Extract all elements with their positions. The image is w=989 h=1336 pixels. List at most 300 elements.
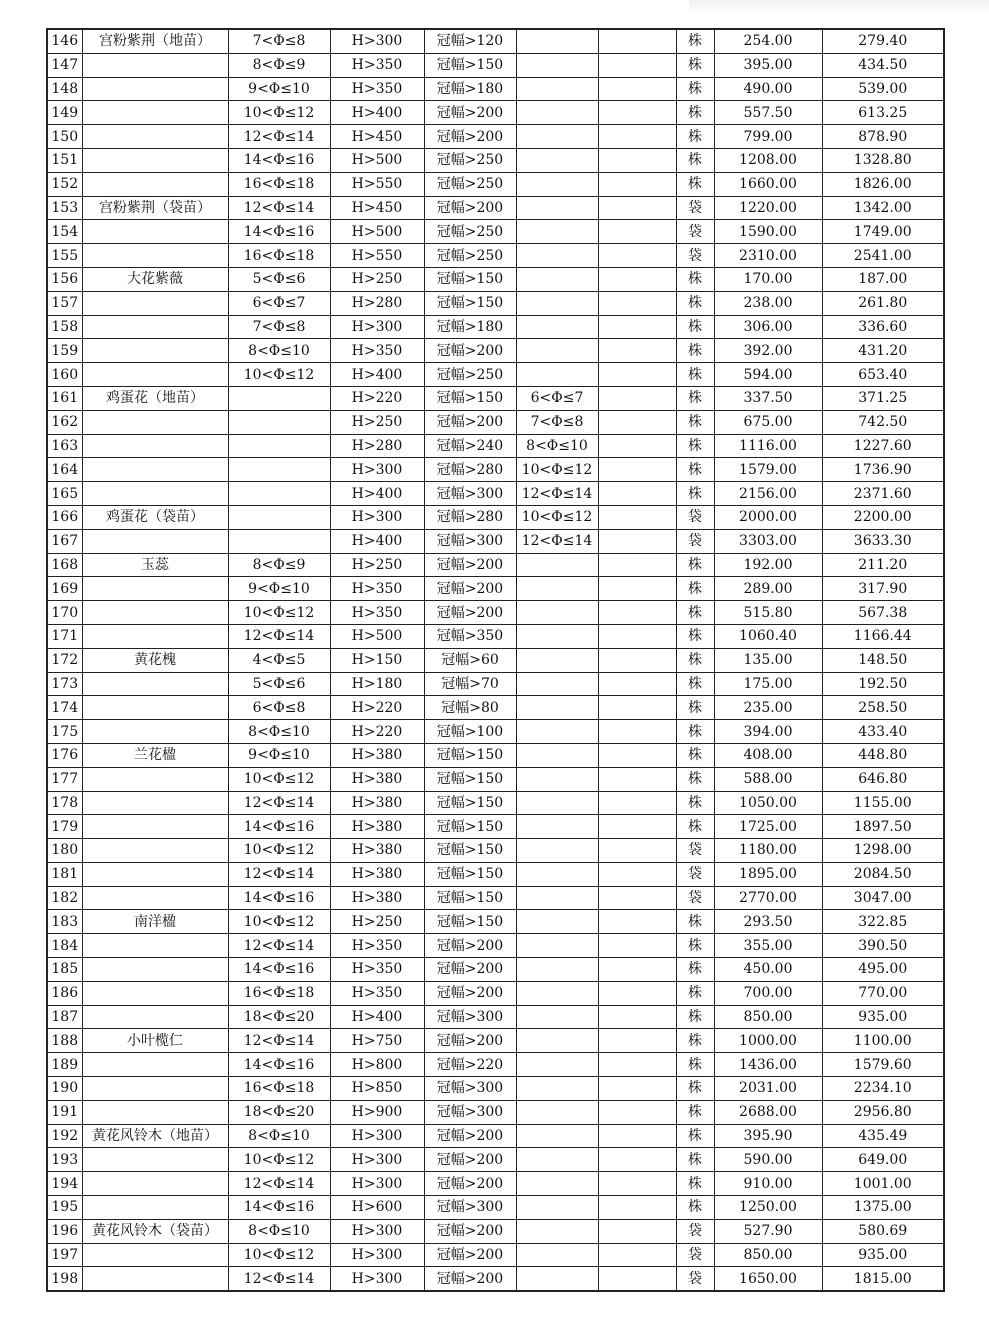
cell-blank bbox=[598, 244, 676, 268]
cell-unit: 株 bbox=[676, 172, 714, 196]
cell-plant-name bbox=[82, 1005, 228, 1029]
table-row bbox=[47, 1029, 944, 1053]
cell-trunk-diameter: 7<Φ≤8 bbox=[228, 315, 330, 339]
cell-price-with-tax: 2200.00 bbox=[822, 505, 944, 529]
table-row bbox=[47, 101, 944, 125]
cell-plant-name: 大花紫薇 bbox=[82, 267, 228, 291]
cell-plant-name bbox=[82, 624, 228, 648]
table-row bbox=[47, 529, 944, 553]
cell-trunk-diameter: 10<Φ≤12 bbox=[228, 101, 330, 125]
cell-blank bbox=[598, 1053, 676, 1077]
cell-crown-width: 冠幅>300 bbox=[424, 1100, 516, 1124]
cell-trunk-diameter: 14<Φ≤16 bbox=[228, 148, 330, 172]
cell-price-with-tax: 448.80 bbox=[822, 743, 944, 767]
cell-price: 254.00 bbox=[714, 29, 822, 53]
cell-crown-width: 冠幅>200 bbox=[424, 339, 516, 363]
cell-row-number: 169 bbox=[47, 577, 82, 601]
cell-unit: 株 bbox=[676, 577, 714, 601]
cell-price-with-tax: 258.50 bbox=[822, 696, 944, 720]
cell-crown-width: 冠幅>200 bbox=[424, 934, 516, 958]
cell-ground-diameter bbox=[516, 148, 598, 172]
cell-height: H>380 bbox=[330, 767, 424, 791]
cell-row-number: 159 bbox=[47, 339, 82, 363]
cell-crown-width: 冠幅>250 bbox=[424, 172, 516, 196]
cell-row-number: 192 bbox=[47, 1124, 82, 1148]
cell-trunk-diameter: 10<Φ≤12 bbox=[228, 839, 330, 863]
table-row bbox=[47, 125, 944, 149]
cell-price: 395.90 bbox=[714, 1124, 822, 1148]
cell-crown-width: 冠幅>280 bbox=[424, 458, 516, 482]
cell-plant-name: 玉蕊 bbox=[82, 553, 228, 577]
cell-price-with-tax: 211.20 bbox=[822, 553, 944, 577]
cell-row-number: 152 bbox=[47, 172, 82, 196]
cell-price: 394.00 bbox=[714, 720, 822, 744]
cell-row-number: 179 bbox=[47, 815, 82, 839]
cell-ground-diameter bbox=[516, 1124, 598, 1148]
cell-height: H>380 bbox=[330, 815, 424, 839]
cell-row-number: 153 bbox=[47, 196, 82, 220]
cell-unit: 株 bbox=[676, 148, 714, 172]
cell-row-number: 185 bbox=[47, 958, 82, 982]
cell-height: H>800 bbox=[330, 1053, 424, 1077]
cell-blank bbox=[598, 458, 676, 482]
cell-price-with-tax: 646.80 bbox=[822, 767, 944, 791]
cell-price: 2770.00 bbox=[714, 886, 822, 910]
cell-plant-name bbox=[82, 53, 228, 77]
cell-row-number: 181 bbox=[47, 862, 82, 886]
cell-plant-name bbox=[82, 862, 228, 886]
cell-blank bbox=[598, 482, 676, 506]
cell-trunk-diameter: 14<Φ≤16 bbox=[228, 886, 330, 910]
table-row bbox=[47, 458, 944, 482]
cell-price-with-tax: 1227.60 bbox=[822, 434, 944, 458]
cell-price: 235.00 bbox=[714, 696, 822, 720]
cell-ground-diameter bbox=[516, 1005, 598, 1029]
cell-crown-width: 冠幅>200 bbox=[424, 1124, 516, 1148]
cell-blank bbox=[598, 981, 676, 1005]
cell-crown-width: 冠幅>200 bbox=[424, 410, 516, 434]
cell-height: H>350 bbox=[330, 339, 424, 363]
cell-trunk-diameter bbox=[228, 386, 330, 410]
cell-price: 515.80 bbox=[714, 601, 822, 625]
cell-height: H>600 bbox=[330, 1196, 424, 1220]
cell-price-with-tax: 580.69 bbox=[822, 1219, 944, 1243]
cell-trunk-diameter: 18<Φ≤20 bbox=[228, 1100, 330, 1124]
table-row bbox=[47, 672, 944, 696]
cell-height: H>220 bbox=[330, 720, 424, 744]
cell-ground-diameter bbox=[516, 910, 598, 934]
cell-ground-diameter: 10<Φ≤12 bbox=[516, 505, 598, 529]
cell-trunk-diameter: 14<Φ≤16 bbox=[228, 815, 330, 839]
cell-unit: 株 bbox=[676, 696, 714, 720]
cell-price-with-tax: 187.00 bbox=[822, 267, 944, 291]
cell-trunk-diameter: 14<Φ≤16 bbox=[228, 1196, 330, 1220]
cell-price-with-tax: 1815.00 bbox=[822, 1267, 944, 1291]
cell-price-with-tax: 2084.50 bbox=[822, 862, 944, 886]
cell-ground-diameter bbox=[516, 1100, 598, 1124]
cell-ground-diameter bbox=[516, 696, 598, 720]
cell-price-with-tax: 148.50 bbox=[822, 648, 944, 672]
cell-plant-name bbox=[82, 410, 228, 434]
cell-row-number: 171 bbox=[47, 624, 82, 648]
cell-unit: 株 bbox=[676, 553, 714, 577]
table-row bbox=[47, 910, 944, 934]
cell-price: 1116.00 bbox=[714, 434, 822, 458]
cell-plant-name: 黄花风铃木（地苗） bbox=[82, 1124, 228, 1148]
table-row bbox=[47, 958, 944, 982]
cell-height: H>300 bbox=[330, 315, 424, 339]
cell-ground-diameter bbox=[516, 101, 598, 125]
table-row bbox=[47, 1148, 944, 1172]
cell-price-with-tax: 3047.00 bbox=[822, 886, 944, 910]
cell-unit: 袋 bbox=[676, 886, 714, 910]
cell-blank bbox=[598, 410, 676, 434]
cell-crown-width: 冠幅>150 bbox=[424, 791, 516, 815]
cell-crown-width: 冠幅>150 bbox=[424, 291, 516, 315]
cell-price-with-tax: 2956.80 bbox=[822, 1100, 944, 1124]
table-row bbox=[47, 553, 944, 577]
cell-price: 392.00 bbox=[714, 339, 822, 363]
cell-price: 170.00 bbox=[714, 267, 822, 291]
cell-ground-diameter: 12<Φ≤14 bbox=[516, 482, 598, 506]
cell-blank bbox=[598, 1267, 676, 1291]
cell-trunk-diameter: 12<Φ≤14 bbox=[228, 196, 330, 220]
cell-ground-diameter bbox=[516, 1029, 598, 1053]
cell-price-with-tax: 371.25 bbox=[822, 386, 944, 410]
cell-price-with-tax: 431.20 bbox=[822, 339, 944, 363]
cell-price-with-tax: 261.80 bbox=[822, 291, 944, 315]
cell-price-with-tax: 1749.00 bbox=[822, 220, 944, 244]
cell-ground-diameter: 7<Φ≤8 bbox=[516, 410, 598, 434]
table-row bbox=[47, 720, 944, 744]
cell-unit: 株 bbox=[676, 1100, 714, 1124]
cell-height: H>180 bbox=[330, 672, 424, 696]
cell-height: H>900 bbox=[330, 1100, 424, 1124]
cell-price-with-tax: 742.50 bbox=[822, 410, 944, 434]
cell-blank bbox=[598, 815, 676, 839]
cell-crown-width: 冠幅>300 bbox=[424, 1077, 516, 1101]
cell-height: H>450 bbox=[330, 125, 424, 149]
cell-price-with-tax: 1100.00 bbox=[822, 1029, 944, 1053]
cell-plant-name bbox=[82, 839, 228, 863]
cell-price: 1895.00 bbox=[714, 862, 822, 886]
cell-crown-width: 冠幅>250 bbox=[424, 148, 516, 172]
cell-crown-width: 冠幅>200 bbox=[424, 125, 516, 149]
cell-height: H>750 bbox=[330, 1029, 424, 1053]
cell-price-with-tax: 2371.60 bbox=[822, 482, 944, 506]
table-row bbox=[47, 886, 944, 910]
cell-unit: 袋 bbox=[676, 529, 714, 553]
cell-unit: 株 bbox=[676, 601, 714, 625]
cell-blank bbox=[598, 77, 676, 101]
cell-price: 1590.00 bbox=[714, 220, 822, 244]
cell-trunk-diameter: 12<Φ≤14 bbox=[228, 125, 330, 149]
cell-unit: 株 bbox=[676, 910, 714, 934]
cell-row-number: 175 bbox=[47, 720, 82, 744]
cell-height: H>300 bbox=[330, 1219, 424, 1243]
cell-height: H>550 bbox=[330, 244, 424, 268]
cell-unit: 株 bbox=[676, 1196, 714, 1220]
cell-trunk-diameter: 10<Φ≤12 bbox=[228, 1243, 330, 1267]
table-row bbox=[47, 1267, 944, 1291]
cell-plant-name bbox=[82, 601, 228, 625]
cell-crown-width: 冠幅>200 bbox=[424, 981, 516, 1005]
cell-trunk-diameter: 5<Φ≤6 bbox=[228, 672, 330, 696]
cell-price: 1180.00 bbox=[714, 839, 822, 863]
cell-unit: 株 bbox=[676, 53, 714, 77]
table-row bbox=[47, 815, 944, 839]
cell-height: H>300 bbox=[330, 505, 424, 529]
table-row bbox=[47, 648, 944, 672]
cell-blank bbox=[598, 172, 676, 196]
cell-height: H>350 bbox=[330, 958, 424, 982]
cell-height: H>220 bbox=[330, 386, 424, 410]
cell-price: 1250.00 bbox=[714, 1196, 822, 1220]
cell-trunk-diameter: 4<Φ≤5 bbox=[228, 648, 330, 672]
cell-plant-name bbox=[82, 315, 228, 339]
cell-blank bbox=[598, 1172, 676, 1196]
cell-unit: 袋 bbox=[676, 1267, 714, 1291]
cell-row-number: 166 bbox=[47, 505, 82, 529]
cell-price-with-tax: 1155.00 bbox=[822, 791, 944, 815]
cell-trunk-diameter: 8<Φ≤10 bbox=[228, 720, 330, 744]
cell-crown-width: 冠幅>240 bbox=[424, 434, 516, 458]
cell-plant-name bbox=[82, 1267, 228, 1291]
page-edge-shadow bbox=[689, 0, 989, 14]
cell-ground-diameter bbox=[516, 958, 598, 982]
cell-price: 289.00 bbox=[714, 577, 822, 601]
cell-row-number: 150 bbox=[47, 125, 82, 149]
cell-plant-name bbox=[82, 696, 228, 720]
cell-unit: 袋 bbox=[676, 196, 714, 220]
cell-trunk-diameter bbox=[228, 458, 330, 482]
cell-crown-width: 冠幅>200 bbox=[424, 1243, 516, 1267]
cell-row-number: 193 bbox=[47, 1148, 82, 1172]
cell-blank bbox=[598, 529, 676, 553]
cell-unit: 株 bbox=[676, 672, 714, 696]
cell-price: 1000.00 bbox=[714, 1029, 822, 1053]
cell-height: H>350 bbox=[330, 601, 424, 625]
cell-trunk-diameter bbox=[228, 529, 330, 553]
cell-blank bbox=[598, 339, 676, 363]
cell-price-with-tax: 613.25 bbox=[822, 101, 944, 125]
cell-trunk-diameter: 16<Φ≤18 bbox=[228, 1077, 330, 1101]
cell-trunk-diameter: 10<Φ≤12 bbox=[228, 910, 330, 934]
table-row bbox=[47, 743, 944, 767]
cell-height: H>250 bbox=[330, 910, 424, 934]
cell-blank bbox=[598, 505, 676, 529]
cell-ground-diameter bbox=[516, 363, 598, 387]
cell-price-with-tax: 653.40 bbox=[822, 363, 944, 387]
cell-trunk-diameter: 14<Φ≤16 bbox=[228, 1053, 330, 1077]
table-row bbox=[47, 148, 944, 172]
cell-crown-width: 冠幅>200 bbox=[424, 1219, 516, 1243]
cell-ground-diameter bbox=[516, 172, 598, 196]
cell-ground-diameter bbox=[516, 1267, 598, 1291]
cell-blank bbox=[598, 125, 676, 149]
table-row bbox=[47, 1172, 944, 1196]
cell-trunk-diameter bbox=[228, 482, 330, 506]
cell-trunk-diameter: 10<Φ≤12 bbox=[228, 601, 330, 625]
cell-price: 337.50 bbox=[714, 386, 822, 410]
cell-crown-width: 冠幅>250 bbox=[424, 363, 516, 387]
cell-unit: 袋 bbox=[676, 244, 714, 268]
cell-crown-width: 冠幅>150 bbox=[424, 886, 516, 910]
cell-height: H>280 bbox=[330, 291, 424, 315]
cell-plant-name: 宫粉紫荆（地苗） bbox=[82, 29, 228, 53]
cell-blank bbox=[598, 1148, 676, 1172]
cell-price: 1650.00 bbox=[714, 1267, 822, 1291]
cell-row-number: 196 bbox=[47, 1219, 82, 1243]
cell-ground-diameter bbox=[516, 339, 598, 363]
cell-height: H>400 bbox=[330, 101, 424, 125]
cell-plant-name bbox=[82, 220, 228, 244]
cell-row-number: 177 bbox=[47, 767, 82, 791]
cell-trunk-diameter: 18<Φ≤20 bbox=[228, 1005, 330, 1029]
cell-trunk-diameter: 14<Φ≤16 bbox=[228, 958, 330, 982]
table-row bbox=[47, 386, 944, 410]
cell-ground-diameter bbox=[516, 1053, 598, 1077]
cell-crown-width: 冠幅>150 bbox=[424, 743, 516, 767]
cell-crown-width: 冠幅>200 bbox=[424, 1029, 516, 1053]
cell-price-with-tax: 567.38 bbox=[822, 601, 944, 625]
cell-price: 395.00 bbox=[714, 53, 822, 77]
cell-price: 1220.00 bbox=[714, 196, 822, 220]
cell-row-number: 188 bbox=[47, 1029, 82, 1053]
cell-plant-name bbox=[82, 886, 228, 910]
cell-blank bbox=[598, 1124, 676, 1148]
cell-height: H>380 bbox=[330, 839, 424, 863]
cell-height: H>300 bbox=[330, 1267, 424, 1291]
cell-trunk-diameter: 12<Φ≤14 bbox=[228, 1029, 330, 1053]
table-row bbox=[47, 981, 944, 1005]
cell-plant-name: 兰花楹 bbox=[82, 743, 228, 767]
cell-row-number: 174 bbox=[47, 696, 82, 720]
cell-blank bbox=[598, 791, 676, 815]
cell-price: 1060.40 bbox=[714, 624, 822, 648]
cell-price-with-tax: 770.00 bbox=[822, 981, 944, 1005]
cell-unit: 袋 bbox=[676, 505, 714, 529]
table-row bbox=[47, 172, 944, 196]
cell-row-number: 155 bbox=[47, 244, 82, 268]
cell-crown-width: 冠幅>150 bbox=[424, 910, 516, 934]
cell-trunk-diameter bbox=[228, 434, 330, 458]
cell-trunk-diameter: 8<Φ≤10 bbox=[228, 1219, 330, 1243]
cell-trunk-diameter: 16<Φ≤18 bbox=[228, 172, 330, 196]
cell-price-with-tax: 1579.60 bbox=[822, 1053, 944, 1077]
cell-height: H>500 bbox=[330, 220, 424, 244]
table-row bbox=[47, 791, 944, 815]
cell-price: 594.00 bbox=[714, 363, 822, 387]
cell-plant-name bbox=[82, 458, 228, 482]
cell-price: 490.00 bbox=[714, 77, 822, 101]
cell-row-number: 191 bbox=[47, 1100, 82, 1124]
cell-ground-diameter bbox=[516, 1243, 598, 1267]
cell-trunk-diameter: 8<Φ≤10 bbox=[228, 339, 330, 363]
cell-crown-width: 冠幅>250 bbox=[424, 220, 516, 244]
cell-plant-name bbox=[82, 1100, 228, 1124]
cell-crown-width: 冠幅>200 bbox=[424, 101, 516, 125]
cell-trunk-diameter: 6<Φ≤8 bbox=[228, 696, 330, 720]
cell-height: H>350 bbox=[330, 934, 424, 958]
cell-ground-diameter bbox=[516, 1172, 598, 1196]
cell-unit: 株 bbox=[676, 267, 714, 291]
cell-blank bbox=[598, 267, 676, 291]
cell-price: 306.00 bbox=[714, 315, 822, 339]
cell-unit: 株 bbox=[676, 743, 714, 767]
cell-row-number: 157 bbox=[47, 291, 82, 315]
cell-plant-name: 鸡蛋花（袋苗） bbox=[82, 505, 228, 529]
cell-price: 2000.00 bbox=[714, 505, 822, 529]
cell-row-number: 178 bbox=[47, 791, 82, 815]
cell-height: H>250 bbox=[330, 410, 424, 434]
cell-crown-width: 冠幅>350 bbox=[424, 624, 516, 648]
cell-price: 1579.00 bbox=[714, 458, 822, 482]
cell-crown-width: 冠幅>200 bbox=[424, 958, 516, 982]
cell-ground-diameter bbox=[516, 601, 598, 625]
cell-ground-diameter bbox=[516, 267, 598, 291]
cell-plant-name bbox=[82, 934, 228, 958]
table-row bbox=[47, 410, 944, 434]
table-row bbox=[47, 77, 944, 101]
table-row bbox=[47, 196, 944, 220]
cell-price-with-tax: 1826.00 bbox=[822, 172, 944, 196]
table-row bbox=[47, 291, 944, 315]
cell-price: 192.00 bbox=[714, 553, 822, 577]
cell-price-with-tax: 3633.30 bbox=[822, 529, 944, 553]
cell-ground-diameter: 8<Φ≤10 bbox=[516, 434, 598, 458]
cell-blank bbox=[598, 1243, 676, 1267]
cell-unit: 袋 bbox=[676, 1243, 714, 1267]
cell-price-with-tax: 495.00 bbox=[822, 958, 944, 982]
cell-row-number: 151 bbox=[47, 148, 82, 172]
cell-crown-width: 冠幅>300 bbox=[424, 1196, 516, 1220]
cell-unit: 袋 bbox=[676, 862, 714, 886]
cell-trunk-diameter: 12<Φ≤14 bbox=[228, 1172, 330, 1196]
cell-plant-name bbox=[82, 291, 228, 315]
cell-unit: 株 bbox=[676, 291, 714, 315]
cell-row-number: 197 bbox=[47, 1243, 82, 1267]
cell-blank bbox=[598, 862, 676, 886]
cell-plant-name bbox=[82, 815, 228, 839]
cell-price: 910.00 bbox=[714, 1172, 822, 1196]
cell-plant-name bbox=[82, 1172, 228, 1196]
cell-price-with-tax: 433.40 bbox=[822, 720, 944, 744]
cell-crown-width: 冠幅>200 bbox=[424, 196, 516, 220]
cell-price-with-tax: 1298.00 bbox=[822, 839, 944, 863]
cell-price: 175.00 bbox=[714, 672, 822, 696]
cell-ground-diameter bbox=[516, 743, 598, 767]
cell-row-number: 198 bbox=[47, 1267, 82, 1291]
cell-ground-diameter bbox=[516, 315, 598, 339]
cell-ground-diameter bbox=[516, 815, 598, 839]
table-row bbox=[47, 434, 944, 458]
cell-plant-name bbox=[82, 434, 228, 458]
cell-price-with-tax: 1001.00 bbox=[822, 1172, 944, 1196]
cell-row-number: 172 bbox=[47, 648, 82, 672]
cell-plant-name bbox=[82, 101, 228, 125]
cell-row-number: 164 bbox=[47, 458, 82, 482]
cell-unit: 袋 bbox=[676, 1219, 714, 1243]
cell-trunk-diameter: 12<Φ≤14 bbox=[228, 624, 330, 648]
cell-plant-name bbox=[82, 1077, 228, 1101]
cell-price: 588.00 bbox=[714, 767, 822, 791]
cell-unit: 株 bbox=[676, 958, 714, 982]
cell-row-number: 148 bbox=[47, 77, 82, 101]
cell-ground-diameter bbox=[516, 934, 598, 958]
cell-trunk-diameter: 6<Φ≤7 bbox=[228, 291, 330, 315]
cell-unit: 株 bbox=[676, 648, 714, 672]
